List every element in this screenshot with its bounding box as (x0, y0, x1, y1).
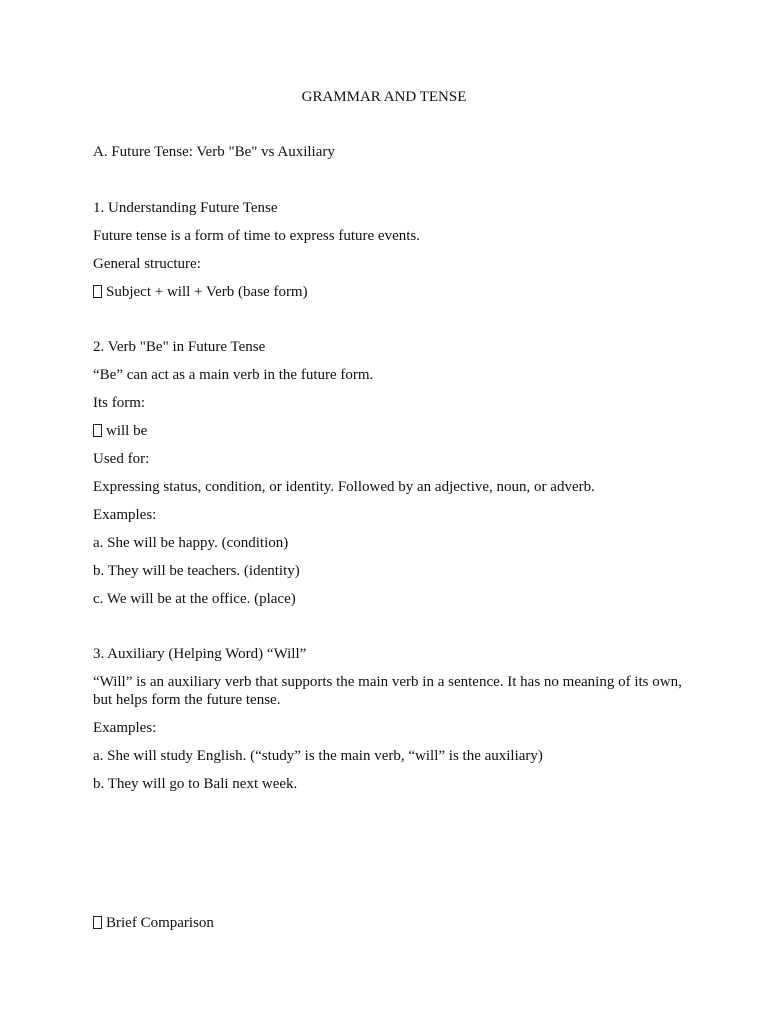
s1-definition: Future tense is a form of time to express future events. (93, 228, 420, 244)
s1-structure-label: General structure: (93, 256, 201, 272)
s2-example: c. We will be at the office. (place) (93, 591, 296, 607)
comparison-heading: Brief Comparison (106, 915, 214, 931)
s3-body: “Will” is an auxiliary verb that supports the main verb in a sentence. It has no meaning of its own, but helps form the future tense. (93, 674, 682, 708)
s3-example: b. They will go to Bali next week. (93, 776, 298, 792)
missing-glyph-box-icon (93, 285, 102, 298)
s1-structure-row (93, 283, 308, 301)
s2-example: a. She will be happy. (condition) (93, 535, 289, 551)
s2-example: b. They will be teachers. (identity) (93, 563, 300, 579)
s1-structure: Subject + will + Verb (base form) (106, 284, 308, 300)
s3-example: a. She will study English. (“study” is the main verb, “will” is the auxiliary) (93, 748, 543, 764)
document-title: GRAMMAR AND TENSE (301, 89, 467, 105)
s2-form-label: Its form: (93, 395, 146, 411)
s2-used-label: Used for: (93, 451, 150, 467)
s1-heading: 1. Understanding Future Tense (93, 200, 278, 216)
s3-heading: 3. Auxiliary (Helping Word) “Will” (93, 646, 307, 662)
missing-glyph-box-icon (93, 916, 102, 929)
s2-examples-label: Examples: (93, 507, 157, 523)
missing-glyph-box-icon (93, 424, 102, 437)
s2-intro: “Be” can act as a main verb in the future form. (93, 367, 374, 383)
s2-heading: 2. Verb "Be" in Future Tense (93, 339, 266, 355)
section-a-heading: A. Future Tense: Verb "Be" vs Auxiliary (93, 144, 335, 160)
s2-used: Expressing status, condition, or identity. Followed by an adjective, noun, or adverb. (93, 479, 595, 495)
s3-examples-label: Examples: (93, 720, 157, 736)
s2-form: will be (106, 423, 148, 439)
comparison-heading-row (93, 914, 214, 932)
s2-form-row (93, 422, 147, 440)
